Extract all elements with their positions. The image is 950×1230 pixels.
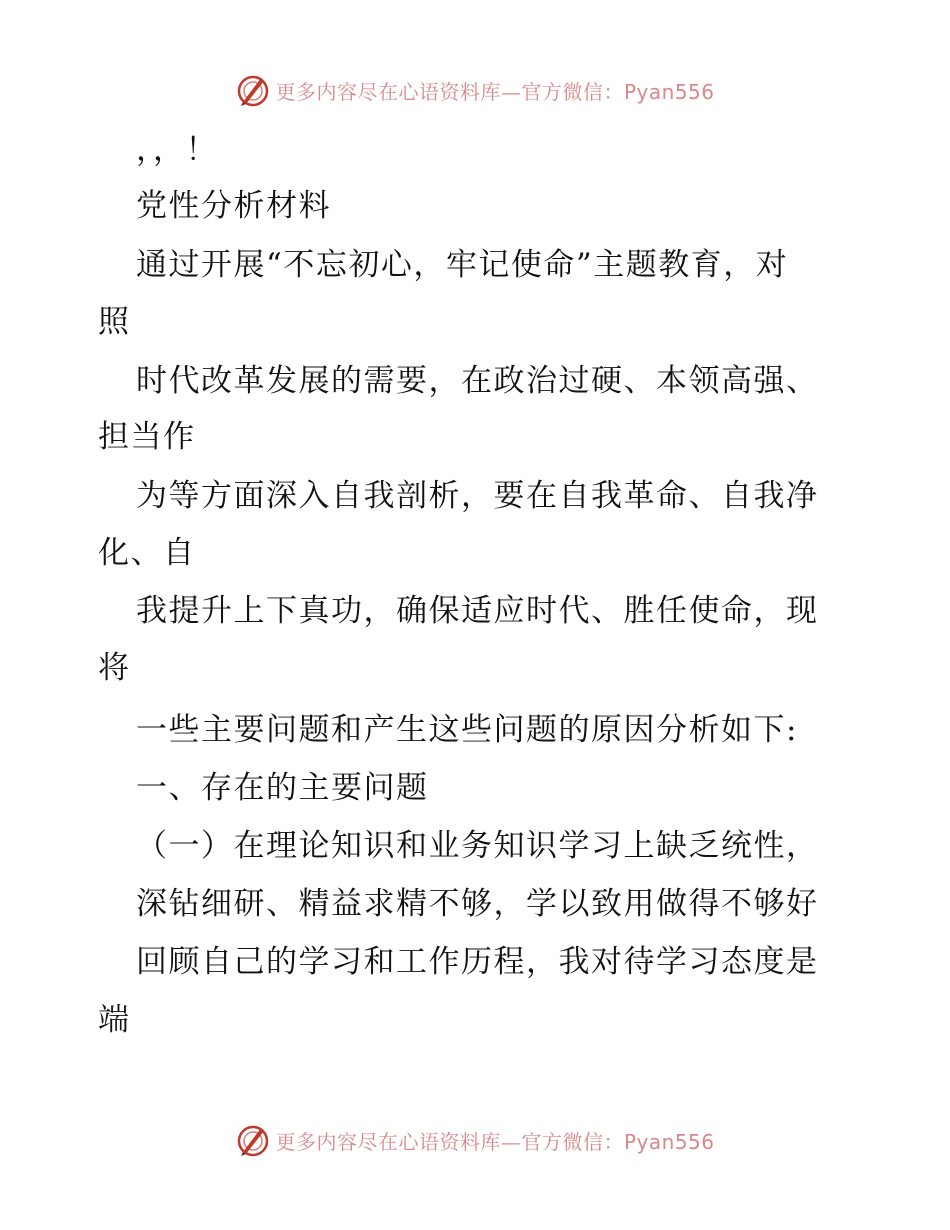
header-watermark	[0, 70, 950, 110]
document-title: 党性分析材料	[136, 188, 331, 224]
subsection-heading: （一）在理论知识和业务知识学习上缺乏统性，	[136, 828, 819, 864]
wechat-id: Pyan556	[623, 1129, 715, 1154]
body-line: 一些主要问题和产生这些问题的原因分析如下:	[136, 712, 798, 748]
body-line: 为等方面深入自我剖析，要在自我革命、自我净	[136, 478, 819, 514]
quill-pen-logo-icon	[235, 1122, 271, 1158]
body-line: 化、自	[98, 535, 196, 571]
body-line: 通过开展“不忘初心，牢记使命”主题教育，对	[136, 247, 789, 283]
section-heading: 一、存在的主要问题	[136, 770, 429, 806]
body-line: 端	[98, 1002, 131, 1038]
body-line: 照	[98, 304, 131, 340]
footer-watermark	[0, 1120, 950, 1160]
watermark-text: 更多内容尽在心语资料库—官方微信：Pyan556	[275, 79, 715, 104]
wechat-id: Pyan556	[623, 79, 715, 104]
body-line: 我提升上下真功，确保适应时代、胜任使命，现	[136, 593, 819, 629]
watermark-text: 更多内容尽在心语资料库—官方微信：Pyan556	[275, 1129, 715, 1154]
body-line: ，，！	[136, 132, 218, 168]
quill-pen-logo-icon	[235, 72, 271, 108]
body-line: 时代改革发展的需要，在政治过硬、本领高强、	[136, 363, 819, 399]
body-line: 深钻细研、精益求精不够，学以致用做得不够好	[136, 886, 819, 922]
body-line: 担当作	[98, 419, 196, 455]
body-line: 将	[98, 650, 131, 686]
body-line: 回顾自己的学习和工作历程，我对待学习态度是	[136, 944, 819, 980]
